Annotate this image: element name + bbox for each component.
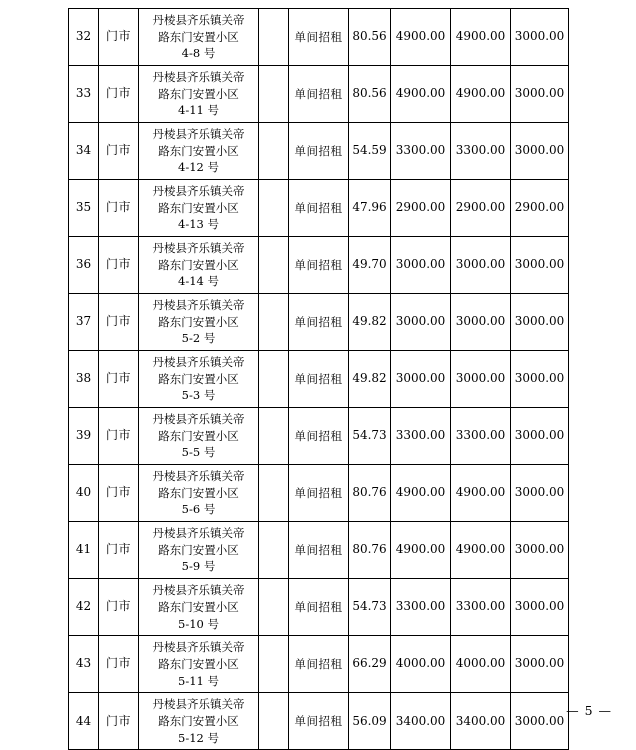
address-line: 路东门安置小区 xyxy=(158,599,239,614)
address-line: 4-13 号 xyxy=(178,217,219,232)
cell-property-type: 门市 xyxy=(99,123,139,180)
address-line: 路东门安置小区 xyxy=(158,200,239,215)
cell-price-2: 3400.00 xyxy=(451,693,511,750)
cell-rental-method: 单间招租 xyxy=(289,408,349,465)
address-line: 5-11 号 xyxy=(178,673,219,688)
cell-area: 80.76 xyxy=(349,465,391,522)
cell-row-number: 32 xyxy=(69,9,99,66)
address-line: 丹棱县齐乐镇关帝 xyxy=(152,697,245,712)
cell-address xyxy=(139,294,259,351)
cell-price-2: 3000.00 xyxy=(451,294,511,351)
cell-area: 54.73 xyxy=(349,408,391,465)
cell-price-1: 4000.00 xyxy=(391,636,451,693)
cell-address xyxy=(139,123,259,180)
address-line: 5-12 号 xyxy=(178,730,219,745)
address-line: 丹棱县齐乐镇关帝 xyxy=(152,583,245,598)
cell-price-1: 3400.00 xyxy=(391,693,451,750)
cell-row-number: 38 xyxy=(69,351,99,408)
address-line: 路东门安置小区 xyxy=(158,656,239,671)
cell-price-3: 3000.00 xyxy=(511,522,569,579)
cell-rental-method: 单间招租 xyxy=(289,465,349,522)
cell-row-number: 37 xyxy=(69,294,99,351)
address-line: 丹棱县齐乐镇关帝 xyxy=(152,526,245,541)
address-line: 路东门安置小区 xyxy=(158,713,239,728)
cell-blank xyxy=(259,465,289,522)
cell-address xyxy=(139,693,259,750)
cell-blank xyxy=(259,66,289,123)
cell-price-1: 3300.00 xyxy=(391,579,451,636)
cell-property-type: 门市 xyxy=(99,408,139,465)
cell-price-1: 2900.00 xyxy=(391,180,451,237)
cell-price-1: 4900.00 xyxy=(391,66,451,123)
cell-property-type: 门市 xyxy=(99,636,139,693)
address-line: 5-3 号 xyxy=(181,388,216,403)
table-row xyxy=(69,294,569,351)
cell-blank xyxy=(259,351,289,408)
address-line: 丹棱县齐乐镇关帝 xyxy=(152,412,245,427)
cell-price-1: 3000.00 xyxy=(391,237,451,294)
cell-area: 66.29 xyxy=(349,636,391,693)
cell-price-2: 4900.00 xyxy=(451,66,511,123)
cell-price-2: 4900.00 xyxy=(451,9,511,66)
cell-area: 49.82 xyxy=(349,351,391,408)
cell-price-3: 3000.00 xyxy=(511,408,569,465)
cell-price-2: 4900.00 xyxy=(451,522,511,579)
cell-rental-method: 单间招租 xyxy=(289,294,349,351)
cell-row-number: 40 xyxy=(69,465,99,522)
cell-property-type: 门市 xyxy=(99,579,139,636)
cell-row-number: 33 xyxy=(69,66,99,123)
address-line: 丹棱县齐乐镇关帝 xyxy=(152,70,245,85)
cell-price-3: 3000.00 xyxy=(511,123,569,180)
cell-area: 80.56 xyxy=(349,66,391,123)
cell-price-2: 3300.00 xyxy=(451,579,511,636)
cell-rental-method: 单间招租 xyxy=(289,66,349,123)
cell-price-2: 3000.00 xyxy=(451,237,511,294)
address-line: 路东门安置小区 xyxy=(158,371,239,386)
address-line: 丹棱县齐乐镇关帝 xyxy=(152,469,245,484)
address-line: 丹棱县齐乐镇关帝 xyxy=(152,184,245,199)
address-line: 路东门安置小区 xyxy=(158,257,239,272)
table-row xyxy=(69,579,569,636)
cell-address xyxy=(139,522,259,579)
cell-rental-method: 单间招租 xyxy=(289,9,349,66)
cell-property-type: 门市 xyxy=(99,351,139,408)
address-line: 丹棱县齐乐镇关帝 xyxy=(152,640,245,655)
page-number-footer: — 5 — xyxy=(566,703,612,718)
cell-row-number: 42 xyxy=(69,579,99,636)
address-line: 丹棱县齐乐镇关帝 xyxy=(152,241,245,256)
cell-rental-method: 单间招租 xyxy=(289,351,349,408)
cell-price-1: 3000.00 xyxy=(391,351,451,408)
cell-rental-method: 单间招租 xyxy=(289,579,349,636)
cell-address xyxy=(139,66,259,123)
cell-price-3: 3000.00 xyxy=(511,579,569,636)
cell-price-3: 3000.00 xyxy=(511,351,569,408)
cell-price-3: 3000.00 xyxy=(511,237,569,294)
table-row xyxy=(69,180,569,237)
cell-rental-method: 单间招租 xyxy=(289,636,349,693)
cell-price-3: 3000.00 xyxy=(511,66,569,123)
address-line: 丹棱县齐乐镇关帝 xyxy=(152,127,245,142)
address-line: 路东门安置小区 xyxy=(158,428,239,443)
cell-rental-method: 单间招租 xyxy=(289,123,349,180)
cell-row-number: 43 xyxy=(69,636,99,693)
rental-listing-table-wrapper xyxy=(68,8,568,750)
cell-price-2: 3300.00 xyxy=(451,123,511,180)
cell-area: 47.96 xyxy=(349,180,391,237)
table-row xyxy=(69,408,569,465)
table-row xyxy=(69,693,569,750)
address-line: 丹棱县齐乐镇关帝 xyxy=(152,355,245,370)
cell-area: 80.56 xyxy=(349,9,391,66)
cell-row-number: 34 xyxy=(69,123,99,180)
address-line: 4-14 号 xyxy=(178,274,219,289)
cell-property-type: 门市 xyxy=(99,180,139,237)
address-line: 路东门安置小区 xyxy=(158,143,239,158)
cell-property-type: 门市 xyxy=(99,693,139,750)
cell-blank xyxy=(259,294,289,351)
address-line: 路东门安置小区 xyxy=(158,29,239,44)
address-line: 丹棱县齐乐镇关帝 xyxy=(152,13,245,27)
address-line: 5-5 号 xyxy=(181,445,216,460)
cell-address xyxy=(139,579,259,636)
table-row xyxy=(69,9,569,66)
table-row xyxy=(69,351,569,408)
address-line: 5-2 号 xyxy=(181,331,216,346)
address-line: 4-11 号 xyxy=(178,103,219,118)
cell-blank xyxy=(259,636,289,693)
cell-rental-method: 单间招租 xyxy=(289,180,349,237)
address-line: 丹棱县齐乐镇关帝 xyxy=(152,298,245,313)
cell-price-1: 3000.00 xyxy=(391,294,451,351)
cell-row-number: 44 xyxy=(69,693,99,750)
table-row xyxy=(69,636,569,693)
cell-rental-method: 单间招租 xyxy=(289,693,349,750)
rental-listing-table xyxy=(68,8,569,750)
cell-price-2: 2900.00 xyxy=(451,180,511,237)
cell-price-3: 2900.00 xyxy=(511,180,569,237)
cell-area: 49.70 xyxy=(349,237,391,294)
cell-blank xyxy=(259,579,289,636)
cell-row-number: 39 xyxy=(69,408,99,465)
cell-property-type: 门市 xyxy=(99,66,139,123)
cell-property-type: 门市 xyxy=(99,522,139,579)
cell-blank xyxy=(259,123,289,180)
cell-area: 80.76 xyxy=(349,522,391,579)
cell-blank xyxy=(259,9,289,66)
cell-price-1: 4900.00 xyxy=(391,465,451,522)
address-line: 5-6 号 xyxy=(181,502,216,517)
cell-address xyxy=(139,351,259,408)
cell-price-3: 3000.00 xyxy=(511,636,569,693)
cell-price-3: 3000.00 xyxy=(511,693,569,750)
cell-address xyxy=(139,408,259,465)
cell-price-2: 3000.00 xyxy=(451,351,511,408)
cell-area: 54.73 xyxy=(349,579,391,636)
address-line: 路东门安置小区 xyxy=(158,86,239,101)
address-line: 路东门安置小区 xyxy=(158,542,239,557)
address-line: 5-9 号 xyxy=(181,559,216,574)
cell-price-2: 4000.00 xyxy=(451,636,511,693)
cell-address xyxy=(139,636,259,693)
cell-price-1: 4900.00 xyxy=(391,522,451,579)
cell-address xyxy=(139,237,259,294)
cell-price-1: 3300.00 xyxy=(391,123,451,180)
cell-address xyxy=(139,180,259,237)
table-row xyxy=(69,465,569,522)
cell-row-number: 41 xyxy=(69,522,99,579)
address-line: 4-12 号 xyxy=(178,160,219,175)
table-row xyxy=(69,66,569,123)
address-line: 路东门安置小区 xyxy=(158,485,239,500)
cell-price-1: 4900.00 xyxy=(391,9,451,66)
table-row xyxy=(69,522,569,579)
table-row xyxy=(69,123,569,180)
address-line: 4-8 号 xyxy=(181,46,216,61)
cell-blank xyxy=(259,693,289,750)
cell-property-type: 门市 xyxy=(99,294,139,351)
cell-area: 49.82 xyxy=(349,294,391,351)
cell-address xyxy=(139,465,259,522)
cell-area: 54.59 xyxy=(349,123,391,180)
table-row xyxy=(69,237,569,294)
cell-blank xyxy=(259,408,289,465)
cell-area: 56.09 xyxy=(349,693,391,750)
cell-rental-method: 单间招租 xyxy=(289,237,349,294)
cell-price-3: 3000.00 xyxy=(511,294,569,351)
cell-address xyxy=(139,9,259,66)
cell-property-type: 门市 xyxy=(99,9,139,66)
cell-price-2: 3300.00 xyxy=(451,408,511,465)
cell-property-type: 门市 xyxy=(99,237,139,294)
cell-row-number: 35 xyxy=(69,180,99,237)
cell-price-3: 3000.00 xyxy=(511,465,569,522)
cell-rental-method: 单间招租 xyxy=(289,522,349,579)
cell-price-1: 3300.00 xyxy=(391,408,451,465)
cell-price-3: 3000.00 xyxy=(511,9,569,66)
cell-blank xyxy=(259,180,289,237)
cell-property-type: 门市 xyxy=(99,465,139,522)
cell-row-number: 36 xyxy=(69,237,99,294)
table-body xyxy=(69,9,569,750)
address-line: 路东门安置小区 xyxy=(158,314,239,329)
cell-blank xyxy=(259,237,289,294)
address-line: 5-10 号 xyxy=(178,616,219,631)
cell-blank xyxy=(259,522,289,579)
cell-price-2: 4900.00 xyxy=(451,465,511,522)
